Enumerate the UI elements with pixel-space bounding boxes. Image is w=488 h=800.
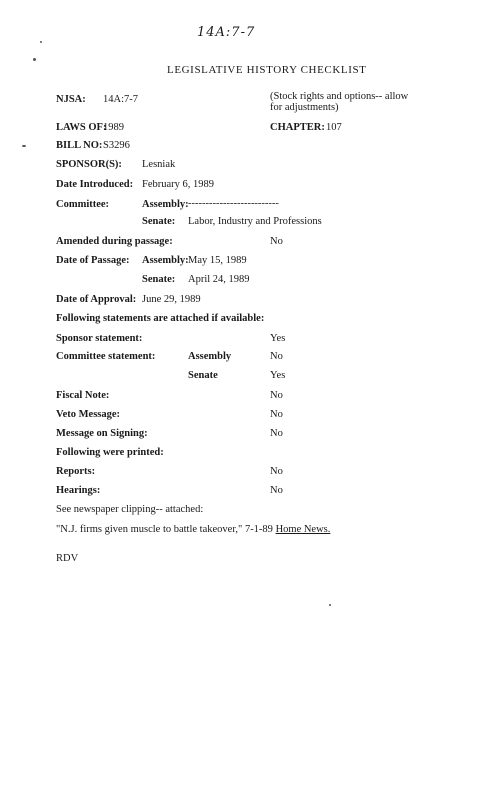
- clipping-note: See newspaper clipping-- attached:: [56, 504, 204, 515]
- sponsors-label: SPONSOR(S):: [56, 159, 122, 170]
- message-on-signing-label: Message on Signing:: [56, 428, 148, 439]
- hearings-value: No: [270, 485, 283, 496]
- njsa-note-line2: for adjustments): [270, 102, 339, 113]
- committee-senate-value: Labor, Industry and Professions: [188, 216, 322, 227]
- scan-speck: [329, 604, 331, 606]
- committee-label: Committee:: [56, 199, 110, 210]
- fiscal-note-label: Fiscal Note:: [56, 390, 110, 401]
- veto-message-label: Veto Message:: [56, 409, 121, 420]
- handwritten-reference: 14A:7-7: [197, 25, 256, 40]
- statements-heading: Following statements are attached if available:: [56, 313, 265, 324]
- committee-assembly-value: --------------------------: [188, 198, 279, 209]
- clipping-citation: [56, 524, 330, 535]
- initials: RDV: [56, 553, 79, 564]
- committee-senate-label: Senate:: [142, 216, 176, 227]
- njsa-note-line1: (Stock rights and options-- allow: [270, 91, 409, 102]
- chapter-label: CHAPTER:: [270, 122, 325, 133]
- committee-statement-label: Committee statement:: [56, 351, 156, 362]
- veto-message-value: No: [270, 409, 283, 420]
- clipping-headline: "N.J. firms given muscle to battle takeover," 7-1-89: [56, 524, 273, 535]
- laws-of-value: 1989: [103, 122, 124, 133]
- reports-label: Reports:: [56, 466, 96, 477]
- njsa-value: 14A:7-7: [103, 94, 138, 105]
- committee-statement-senate-value: Yes: [270, 370, 286, 381]
- sponsor-statement-label: Sponsor statement:: [56, 333, 143, 344]
- scan-speck: [22, 145, 26, 147]
- passage-senate-value: April 24, 1989: [188, 274, 250, 285]
- date-of-passage-label: Date of Passage:: [56, 255, 130, 266]
- printed-heading: Following were printed:: [56, 447, 164, 458]
- bill-no-label: BILL NO:: [56, 140, 103, 151]
- sponsor-statement-value: Yes: [270, 333, 286, 344]
- passage-senate-label: Senate:: [142, 274, 176, 285]
- committee-assembly-label: Assembly:: [142, 199, 189, 210]
- scan-speck: [40, 41, 42, 43]
- date-introduced-value: February 6, 1989: [142, 179, 215, 190]
- bill-no-value: S3296: [103, 140, 130, 151]
- amended-value: No: [270, 236, 283, 247]
- date-of-approval-label: Date of Approval:: [56, 294, 137, 305]
- amended-label: Amended during passage:: [56, 236, 173, 247]
- date-introduced-label: Date Introduced:: [56, 179, 134, 190]
- njsa-label: NJSA:: [56, 94, 86, 105]
- laws-of-label: LAWS OF:: [56, 122, 107, 133]
- passage-assembly-label: Assembly:: [142, 255, 189, 266]
- message-on-signing-value: No: [270, 428, 283, 439]
- clipping-source: Home News.: [275, 524, 331, 535]
- reports-value: No: [270, 466, 283, 477]
- scan-speck: [33, 58, 36, 61]
- committee-statement-senate-label: Senate: [188, 370, 218, 381]
- committee-statement-assembly-label: Assembly: [188, 351, 232, 362]
- page-title: LEGISLATIVE HISTORY CHECKLIST: [167, 64, 367, 76]
- sponsors-value: Lesniak: [142, 159, 176, 170]
- fiscal-note-value: No: [270, 390, 283, 401]
- date-of-approval-value: June 29, 1989: [142, 294, 201, 305]
- chapter-value: 107: [326, 122, 342, 133]
- committee-statement-assembly-value: No: [270, 351, 283, 362]
- passage-assembly-value: May 15, 1989: [188, 255, 247, 266]
- hearings-label: Hearings:: [56, 485, 101, 496]
